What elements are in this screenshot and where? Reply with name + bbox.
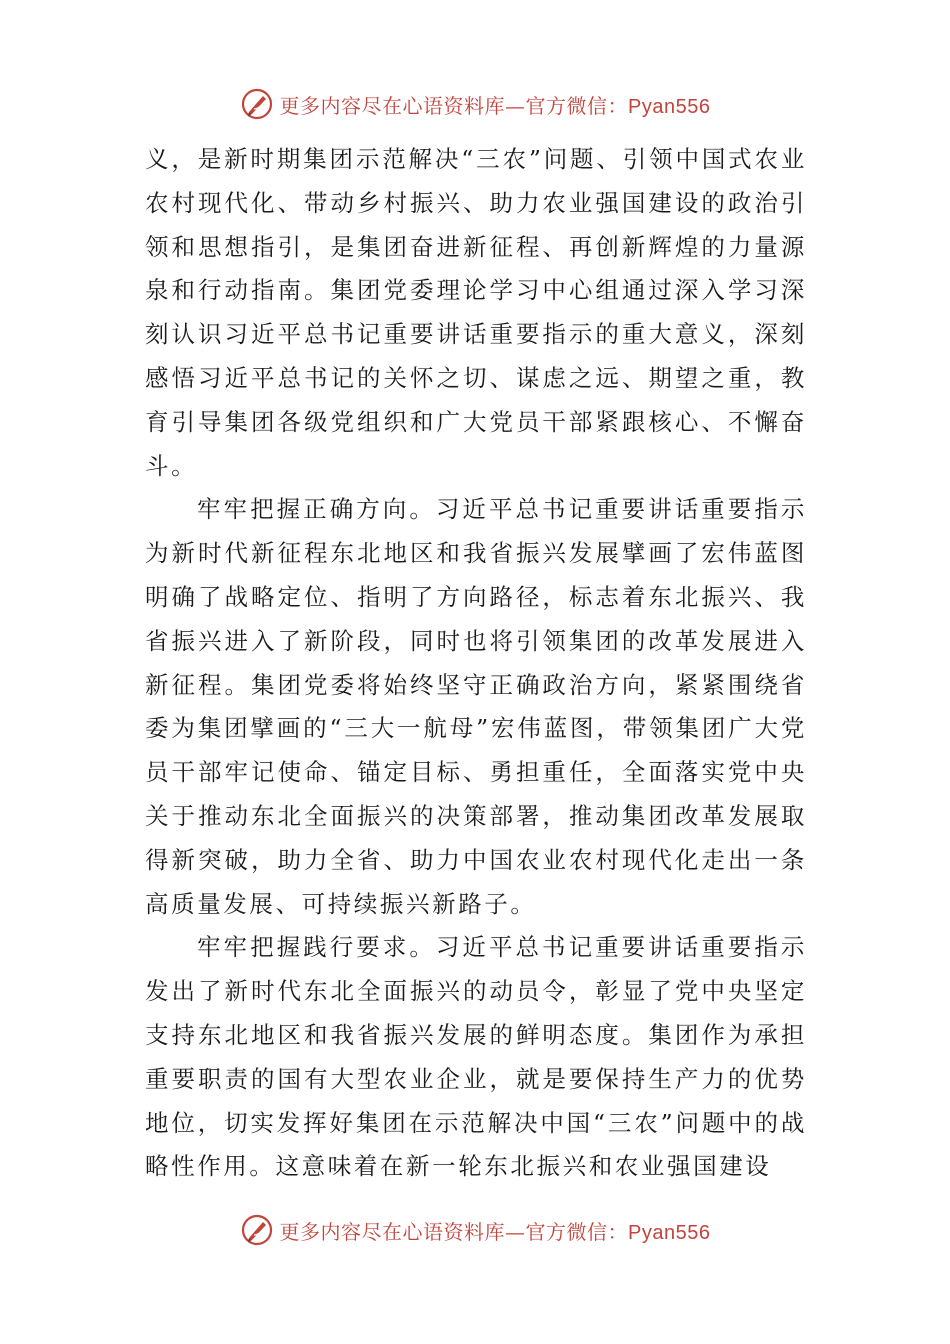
watermark-footer — [0, 1210, 950, 1250]
paragraph-requirements: 牢牢把握践行要求。习近平总书记重要讲话重要指示发出了新时代东北全面振兴的动员令，彰显了党中央坚定支持东北地区和我省振兴发展的鲜明态度。集团作为承担重要职责的国有大型农业企业，就是要保持生产力的优势地位，切实发挥好集团在示范解决中国“三农”问题中的战略性作用。这意味着在新一轮东北振兴和农业强国建设 — [145, 933, 807, 1181]
paragraph-direction: 牢牢把握正确方向。习近平总书记重要讲话重要指示为新时代新征程东北地区和我省振兴发展擘画了宏伟蓝图明确了战略定位、指明了方向路径，标志着东北振兴、我省振兴进入了新阶段，同时也将引领集团的改革发展进入新征程。集团党委将始终坚守正确政治方向，紧紧围绕省委为集团擘画的“三大一航母”宏伟蓝图，带领集团广大党员干部牢记使命、锚定目标、勇担重任，全面落实党中央关于推动东北全面振兴的决策部署，推动集团改革发展取得新突破，助力全省、助力中国农业农村现代化走出一条高质量发展、可持续振兴新路子。 — [145, 495, 807, 918]
watermark-id: Pyan556 — [628, 95, 711, 118]
document-body — [145, 138, 807, 1189]
watermark-brand: 更多内容尽在心语资料库 — [279, 93, 506, 118]
pen-logo-icon — [240, 1213, 274, 1247]
watermark-label: 官方微信： — [525, 1219, 629, 1244]
watermark-header — [0, 84, 950, 124]
watermark-brand: 更多内容尽在心语资料库 — [279, 1219, 506, 1244]
watermark-id: Pyan556 — [628, 1221, 711, 1244]
watermark-separator: — — [505, 93, 526, 118]
paragraph-continuation: 义，是新时期集团示范解决“三农”问题、引领中国式农业农村现代化、带动乡村振兴、助力农业强国建设的政治引领和思想指引，是集团奋进新征程、再创新辉煌的力量源泉和行动指南。集团党委理论学习中心组通过深入学习深刻认识习近平总书记重要讲话重要指示的重大意义，深刻感悟习近平总书记的关怀之切、谋虑之远、期望之重，教育引导集团各级党组织和广大党员干部紧跟核心、不懈奋斗。 — [145, 145, 807, 480]
pen-logo-icon — [240, 87, 274, 121]
watermark-label: 官方微信： — [525, 93, 629, 118]
watermark-separator: — — [505, 1219, 526, 1244]
